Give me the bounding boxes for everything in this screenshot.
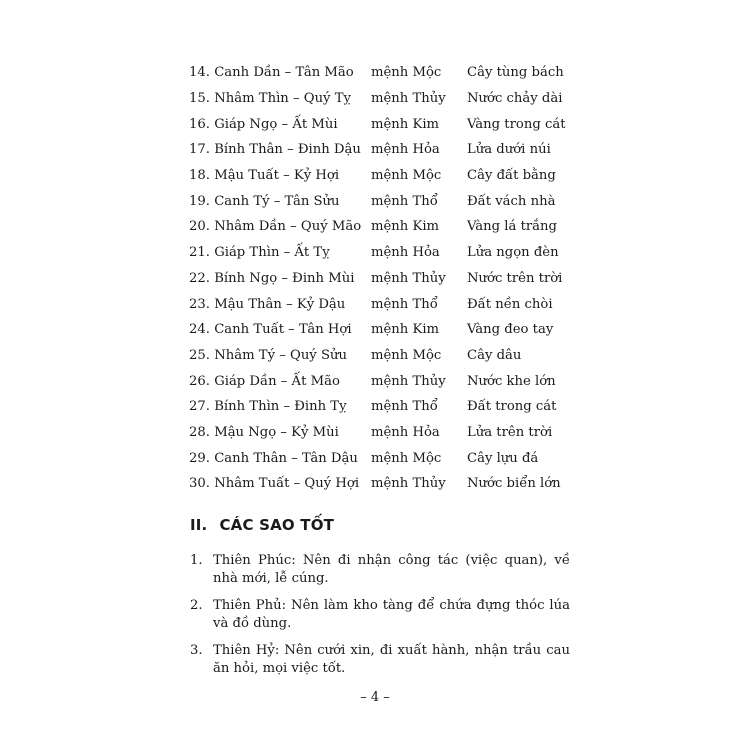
year-pair: Canh Thân – Tân Dậu <box>214 450 358 466</box>
table-row <box>189 240 589 266</box>
item-text: Thiên Hỷ: Nên cưới xin, đi xuất hành, nhận trầu cau ăn hỏi, mọi việc tốt. <box>213 643 570 676</box>
row-number: 15. <box>189 91 210 107</box>
table-row <box>189 163 589 189</box>
menh-description: Vàng lá trắng <box>467 219 557 235</box>
table-row <box>189 86 589 112</box>
menh-element: mệnh Hỏa <box>371 142 440 158</box>
row-label <box>189 65 371 80</box>
table-row <box>189 266 589 292</box>
menh-element: mệnh Thủy <box>371 270 446 286</box>
row-number: 19. <box>189 193 210 209</box>
year-pair: Canh Tý – Tân Sửu <box>214 193 340 209</box>
menh-description: Nước khe lớn <box>467 373 556 389</box>
row-number: 14. <box>189 65 210 81</box>
row-number: 26. <box>189 373 210 389</box>
item-number: 3. <box>190 643 203 658</box>
row-number: 17. <box>189 142 210 158</box>
row-number: 23. <box>189 296 210 312</box>
table-row <box>189 60 589 86</box>
row-label <box>189 348 371 363</box>
menh-description: Nước trên trời <box>467 270 563 286</box>
menh-description: Vàng trong cát <box>467 116 566 132</box>
year-pair: Bính Thìn – Đinh Tỵ <box>214 399 347 415</box>
row-number: 25. <box>189 347 210 363</box>
year-pair: Bính Ngọ – Đinh Mùi <box>214 270 355 286</box>
menh-element: mệnh Thủy <box>371 373 446 389</box>
menh-element: mệnh Thủy <box>371 91 446 107</box>
row-number: 27. <box>189 399 210 415</box>
row-number: 16. <box>189 116 210 132</box>
table-row <box>189 420 589 446</box>
item-text: Thiên Phủ: Nên làm kho tàng để chứa đựng thóc lúa và đồ dùng. <box>213 598 570 631</box>
row-label <box>189 245 371 260</box>
row-label <box>189 399 371 414</box>
menh-description: Nước biển lớn <box>467 476 561 492</box>
menh-description: Cây dâu <box>467 347 522 363</box>
year-pair: Mậu Thân – Kỷ Dậu <box>214 296 346 312</box>
row-label <box>189 271 371 286</box>
year-pair: Canh Dần – Tân Mão <box>214 65 354 81</box>
menh-element: mệnh Hỏa <box>371 424 440 440</box>
row-number: 22. <box>189 270 210 286</box>
table-row <box>189 214 589 240</box>
row-label <box>189 168 371 183</box>
row-label <box>189 374 371 389</box>
row-number: 28. <box>189 424 210 440</box>
row-label <box>189 219 371 234</box>
menh-element: mệnh Kim <box>371 219 440 235</box>
menh-element: mệnh Kim <box>371 116 440 132</box>
list-item <box>190 642 570 678</box>
row-number: 29. <box>189 450 210 466</box>
menh-element: mệnh Hỏa <box>371 245 440 261</box>
menh-description: Cây lựu đá <box>467 450 539 466</box>
table-row <box>189 291 589 317</box>
table-row <box>189 317 589 343</box>
row-number: 21. <box>189 245 210 261</box>
menh-description: Đất vách nhà <box>467 193 556 209</box>
year-pair: Mậu Ngọ – Kỷ Mùi <box>214 424 339 440</box>
row-number: 30. <box>189 476 210 492</box>
section-title-text: CÁC SAO TỐT <box>219 516 335 534</box>
row-label <box>189 425 371 440</box>
row-label <box>189 194 371 209</box>
menh-element: mệnh Kim <box>371 322 440 338</box>
menh-element: mệnh Mộc <box>371 347 442 363</box>
table-row <box>189 471 589 497</box>
section-heading <box>190 516 334 534</box>
year-pair: Giáp Ngọ – Ất Mùi <box>214 116 338 132</box>
table-row <box>189 343 589 369</box>
year-pair: Giáp Thìn – Ất Tỵ <box>214 245 330 261</box>
menh-description: Cây tùng bách <box>467 65 564 81</box>
table-row <box>189 137 589 163</box>
row-label <box>189 476 371 491</box>
menh-element: mệnh Thổ <box>371 193 438 209</box>
menh-description: Đất nền chòi <box>467 296 553 312</box>
good-stars-list <box>190 552 570 687</box>
year-pair: Bính Thân – Đinh Dậu <box>214 142 361 158</box>
row-label <box>189 297 371 312</box>
menh-element: mệnh Mộc <box>371 450 442 466</box>
menh-description: Lửa trên trời <box>467 424 553 440</box>
row-label <box>189 117 371 132</box>
row-number: 18. <box>189 168 210 184</box>
list-item <box>190 597 570 633</box>
year-pair: Mậu Tuất – Kỷ Hợi <box>214 168 340 184</box>
item-text: Thiên Phúc: Nên đi nhận công tác (việc quan), về nhà mới, lễ cúng. <box>213 553 570 586</box>
year-pair: Giáp Dần – Ất Mão <box>214 373 340 389</box>
menh-description: Nước chảy dài <box>467 91 563 107</box>
year-pair: Nhâm Tuất – Quý Hợi <box>214 476 360 492</box>
menh-description: Cây đất bằng <box>467 168 556 184</box>
row-label <box>189 451 371 466</box>
page-number: – 4 – <box>360 690 390 705</box>
item-number: 2. <box>190 598 203 613</box>
table-row <box>189 445 589 471</box>
menh-element: mệnh Thổ <box>371 399 438 415</box>
year-pair: Canh Tuất – Tân Hợi <box>214 322 352 338</box>
year-pair: Nhâm Tý – Quý Sửu <box>214 347 347 363</box>
menh-table <box>189 60 589 497</box>
menh-element: mệnh Thủy <box>371 476 446 492</box>
list-item <box>190 552 570 588</box>
item-number: 1. <box>190 553 203 568</box>
row-number: 20. <box>189 219 210 235</box>
table-row <box>189 394 589 420</box>
year-pair: Nhâm Thìn – Quý Tỵ <box>214 91 351 107</box>
menh-description: Đất trong cát <box>467 399 557 415</box>
row-number: 24. <box>189 322 210 338</box>
menh-description: Lửa ngọn đèn <box>467 245 559 261</box>
table-row <box>189 111 589 137</box>
row-label <box>189 322 371 337</box>
menh-description: Vàng đeo tay <box>467 322 554 338</box>
table-row <box>189 188 589 214</box>
menh-element: mệnh Thổ <box>371 296 438 312</box>
menh-description: Lửa dưới núi <box>467 142 551 158</box>
table-row <box>189 368 589 394</box>
year-pair: Nhâm Dần – Quý Mão <box>214 219 362 235</box>
section-number: II. <box>190 516 208 534</box>
menh-element: mệnh Mộc <box>371 65 442 81</box>
row-label <box>189 142 371 157</box>
row-label <box>189 91 371 106</box>
menh-element: mệnh Mộc <box>371 168 442 184</box>
